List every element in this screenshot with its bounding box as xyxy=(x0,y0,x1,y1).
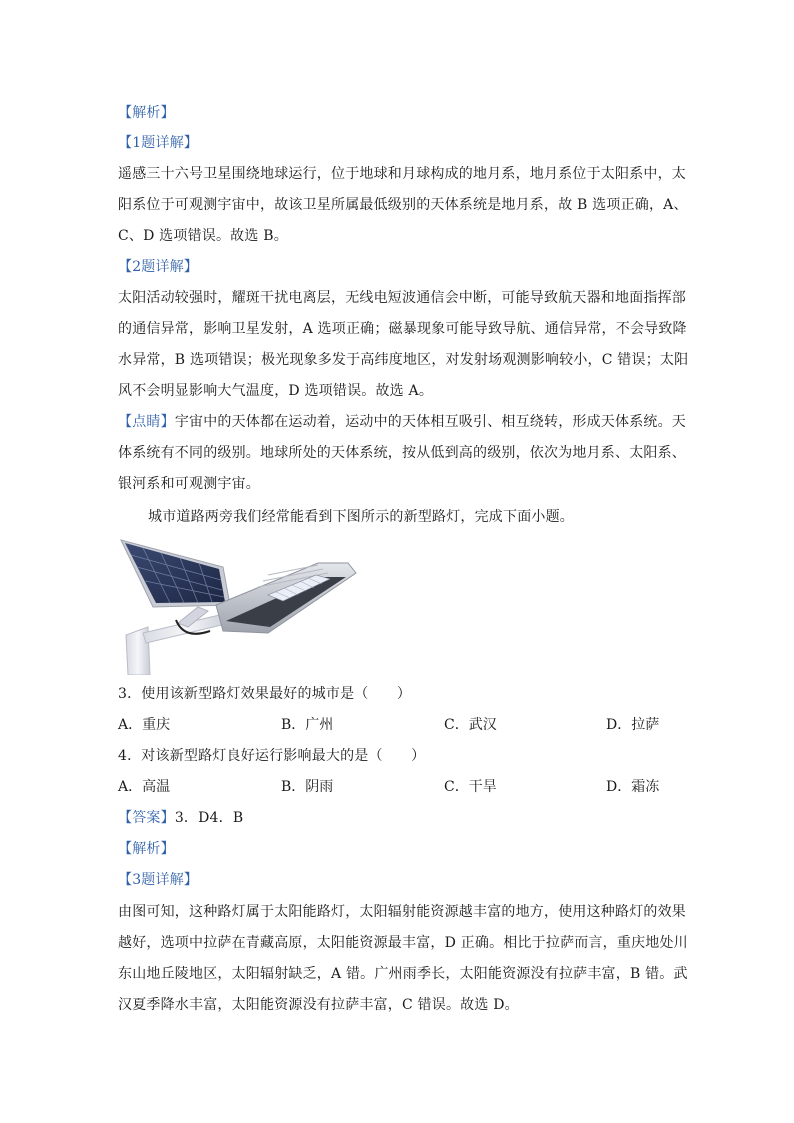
analysis-heading-2: 【解析】 xyxy=(118,841,175,857)
answer-line xyxy=(118,808,243,828)
q2-explanation-line-3: 水异常，B 选项错误；极光现象多发于高纬度地区，对发射场观测影响较小，C 错误；太阳 xyxy=(118,352,689,368)
solar-street-lamp-image xyxy=(118,535,363,675)
q2-explanation-line-4: 风不会明显影响大气温度，D 选项错误。故选 A。 xyxy=(118,383,434,399)
tip-tag: 【点睛】 xyxy=(118,414,175,430)
question-3-stem: 3．使用该新型路灯效果最好的城市是（ ） xyxy=(118,686,412,702)
q1-explanation-line-2: 阳系位于可观测宇宙中，故该卫星所属最低级别的天体系统是地月系，故 B 选项正确，A、 xyxy=(118,197,688,213)
q3-option-c: C．武汉 xyxy=(444,717,497,733)
q3-option-a: A．重庆 xyxy=(118,717,171,733)
question-1-detail-heading: 【1题详解】 xyxy=(118,135,199,151)
tip-text-1: 宇宙中的天体都在运动着，运动中的天体相互吸引、相互绕转，形成天体系统。天 xyxy=(174,414,687,430)
answer-value: 3．D4．B xyxy=(174,810,244,826)
q3-explanation-line-2: 越好，选项中拉萨在青藏高原，太阳能资源最丰富，D 正确。相比于拉萨而言，重庆地处川 xyxy=(118,935,688,951)
tip-line-3: 银河系和可观测宇宙。 xyxy=(118,476,260,492)
q1-explanation-line-1: 遥感三十六号卫星围绕地球运行，位于地球和月球构成的地月系，地月系位于太阳系中，太 xyxy=(118,166,686,182)
answer-tag: 【答案】 xyxy=(118,810,175,826)
material-intro: 城市道路两旁我们经常能看到下图所示的新型路灯，完成下面小题。 xyxy=(148,509,574,525)
question-3-detail-heading: 【3题详解】 xyxy=(118,872,199,888)
q3-explanation-line-1: 由图可知，这种路灯属于太阳能路灯，太阳辐射能资源越丰富的地方，使用这种路灯的效果 xyxy=(118,904,686,920)
q3-option-d: D．拉萨 xyxy=(606,717,660,733)
q3-explanation-line-3: 东山地丘陵地区，太阳辐射缺乏，A 错。广州雨季长，太阳能资源没有拉萨丰富，B 错。武 xyxy=(118,966,688,982)
q3-option-b: B．广州 xyxy=(281,717,334,733)
q4-option-a: A．高温 xyxy=(118,779,171,795)
tip-line-1 xyxy=(118,412,686,432)
q1-explanation-line-3: C、D 选项错误。故选 B。 xyxy=(118,228,288,244)
q2-explanation-line-1: 太阳活动较强时，耀斑干扰电离层，无线电短波通信会中断，可能导致航天器和地面指挥部 xyxy=(118,290,686,306)
q4-option-c: C．干旱 xyxy=(444,779,497,795)
q4-option-b: B．阴雨 xyxy=(281,779,334,795)
q3-explanation-line-4: 汉夏季降水丰富，太阳能资源没有拉萨丰富，C 错误。故选 D。 xyxy=(118,997,519,1013)
analysis-heading-1: 【解析】 xyxy=(118,105,175,121)
question-2-detail-heading: 【2题详解】 xyxy=(118,259,199,275)
q2-explanation-line-2: 的通信异常，影响卫星发射，A 选项正确；磁暴现象可能导致导航、通信异常，不会导致降 xyxy=(118,321,687,337)
q4-option-d: D．霜冻 xyxy=(606,779,660,795)
tip-line-2: 体系统有不同的级别。地球所处的天体系统，按从低到高的级别，依次为地月系、太阳系、 xyxy=(118,445,686,461)
question-4-stem: 4．对该新型路灯良好运行影响最大的是（ ） xyxy=(118,748,426,764)
